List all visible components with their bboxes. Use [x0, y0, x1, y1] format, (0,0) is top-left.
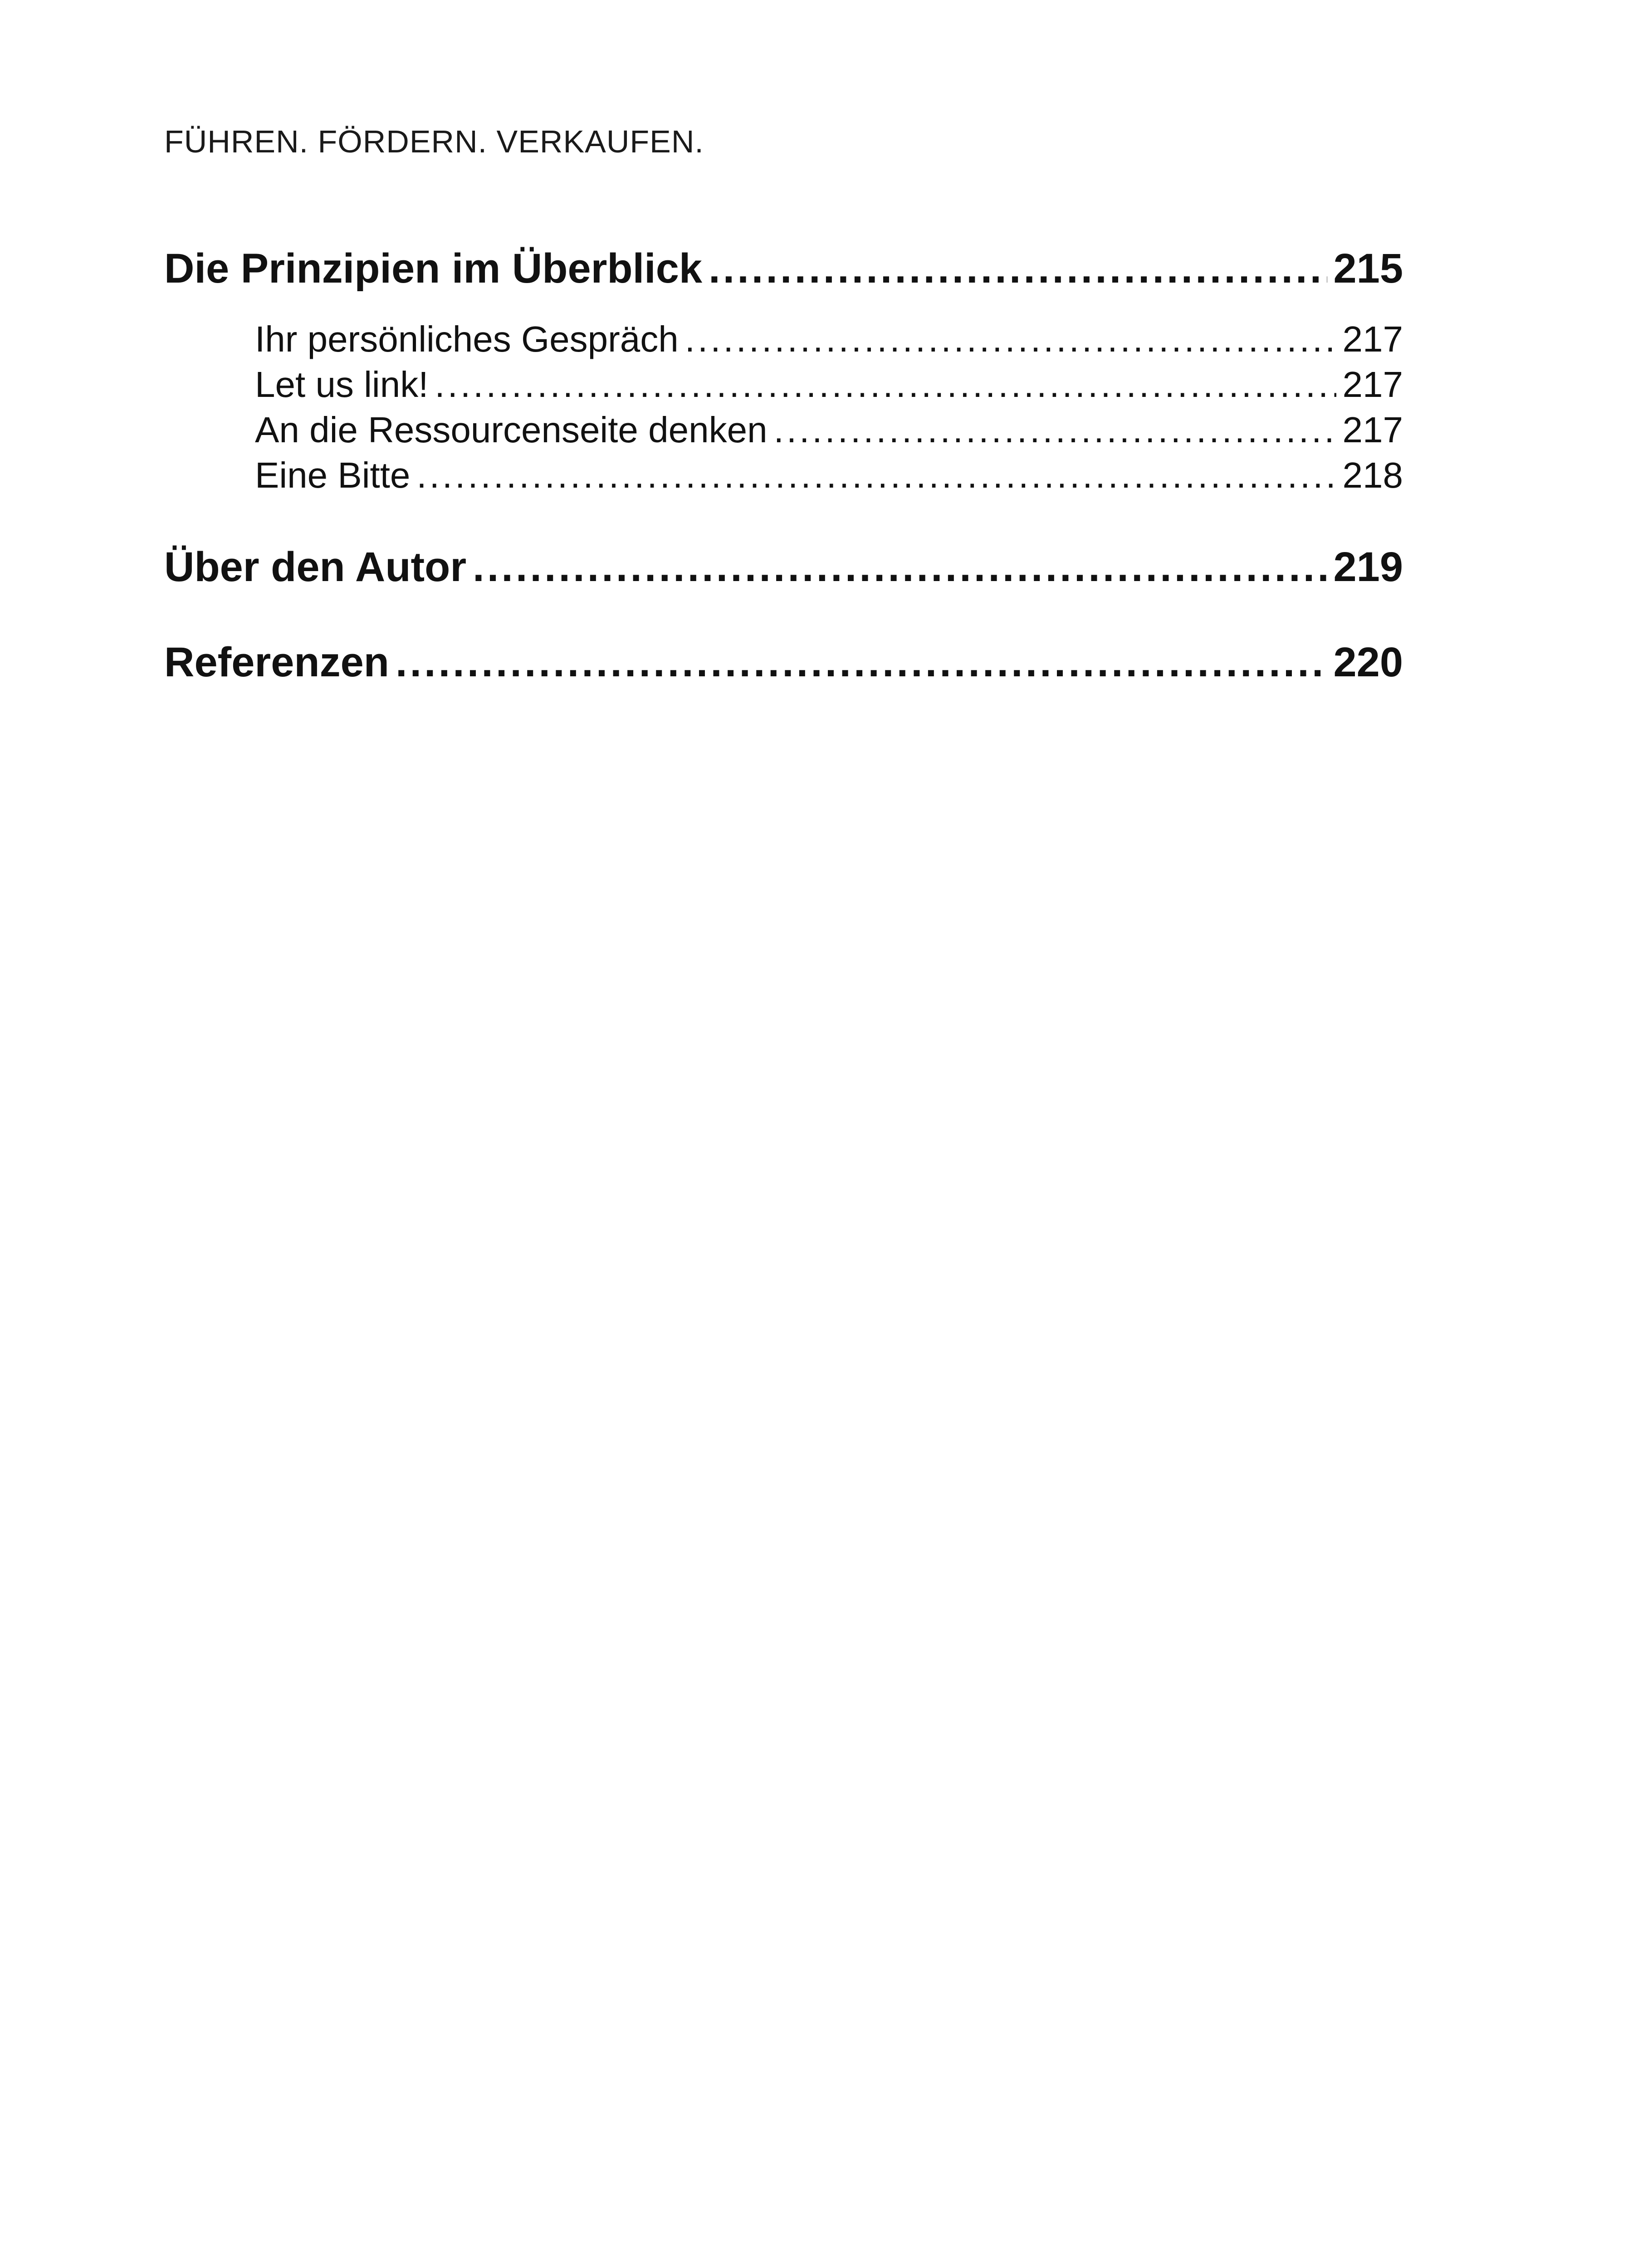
toc-dot-leader: [473, 543, 1327, 591]
toc-dot-leader: [709, 245, 1327, 293]
toc-entry-referenzen[interactable]: [164, 639, 1403, 686]
toc-entry-ressourcenseite[interactable]: [255, 409, 1403, 451]
toc-entry-ueber-den-autor[interactable]: [164, 543, 1403, 591]
toc-entry-eine-bitte[interactable]: [255, 455, 1403, 496]
toc-entry-title: Über den Autor: [164, 544, 467, 590]
toc-entry-gespraech[interactable]: [255, 318, 1403, 360]
toc-dot-leader: [416, 455, 1336, 496]
toc-dot-leader: [396, 639, 1327, 686]
running-header: FÜHREN. FÖRDERN. VERKAUFEN.: [164, 124, 704, 159]
toc-entry-title: An die Ressourcenseite denken: [255, 410, 768, 450]
toc-entry-page: 219: [1333, 544, 1403, 590]
toc-entry-page: 215: [1333, 245, 1403, 292]
toc-entry-let-us-link[interactable]: [255, 364, 1403, 406]
toc-entry-page: 217: [1342, 410, 1403, 450]
toc-dot-leader: [435, 364, 1336, 406]
toc-entry-title: Eine Bitte: [255, 455, 411, 495]
toc-entry-title: Referenzen: [164, 639, 389, 685]
toc-entry-title: Die Prinzipien im Überblick: [164, 245, 703, 292]
toc-dot-leader: [685, 318, 1336, 360]
toc-entry-page: 217: [1342, 364, 1403, 405]
toc-entry-prinzipien[interactable]: [164, 245, 1403, 293]
toc-entry-page: 218: [1342, 455, 1403, 495]
toc-entry-page: 217: [1342, 319, 1403, 359]
toc-entry-title: Ihr persönliches Gespräch: [255, 319, 679, 359]
toc-dot-leader: [774, 409, 1336, 451]
toc-entry-title: Let us link!: [255, 364, 429, 405]
toc-entry-page: 220: [1333, 639, 1403, 685]
